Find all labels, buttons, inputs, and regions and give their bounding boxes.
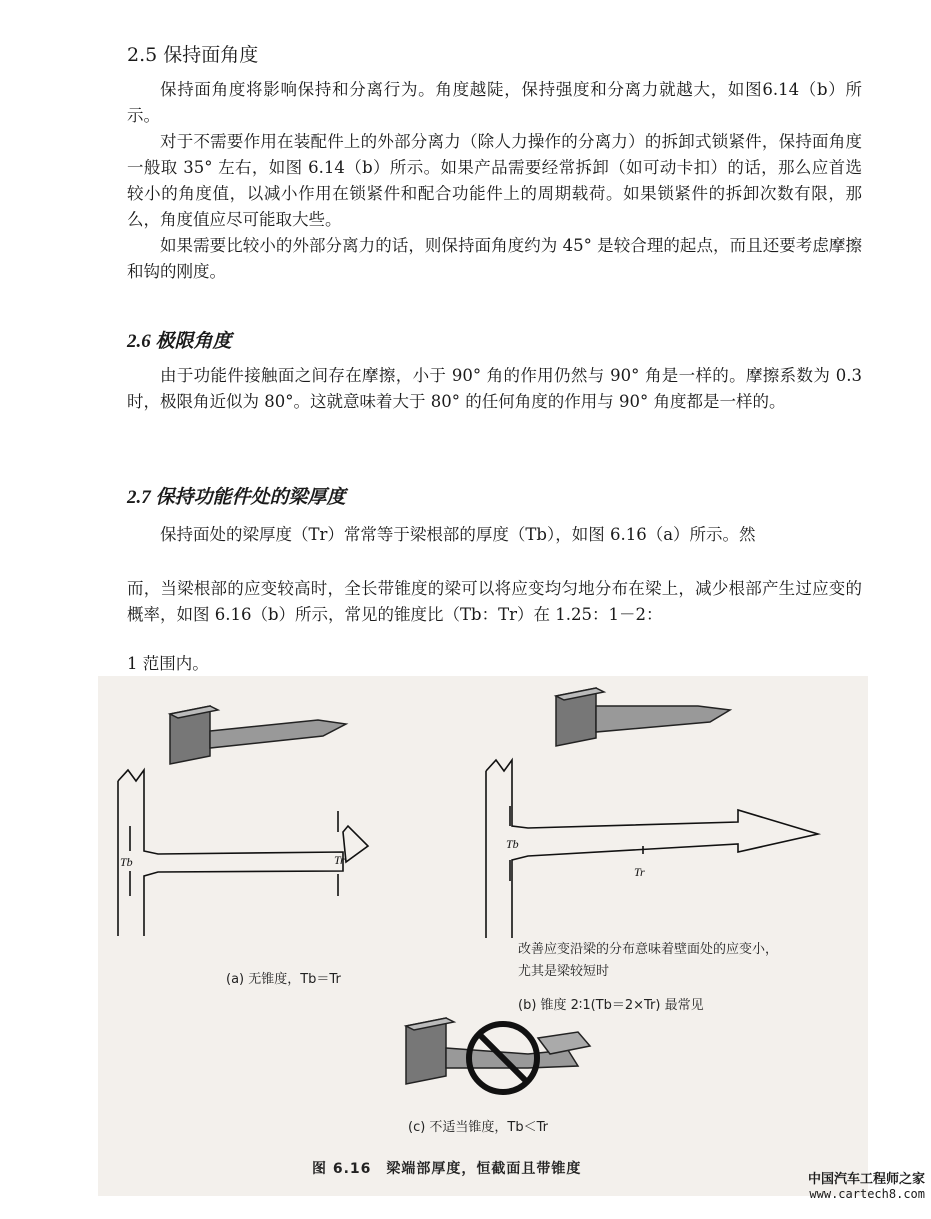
iso-sketch-b: [556, 688, 730, 746]
section-2-7-para-1: 保持面处的梁厚度（Tr）常常等于梁根部的厚度（Tb），如图 6.16（a）所示。然: [160, 525, 756, 544]
caption-a: (a) 无锥度，Tb＝Tr: [226, 972, 341, 987]
profile-b: [486, 760, 818, 938]
label-tb-a: Tb: [120, 855, 133, 869]
section-2-6-title: 2.6 极限角度: [127, 331, 232, 352]
section-2-7-para-3: 1 范围内。: [127, 654, 209, 673]
section-2-5-para-1: 保持面角度将影响保持和分离行为。角度越陡，保持强度和分离力就越大，如图6.14（b）所示。: [127, 80, 862, 125]
iso-sketch-a: [170, 706, 346, 764]
section-2-5-para-2: 对于不需要作用在装配件上的外部分离力（除人力操作的分离力）的拆卸式锁紧件，保持面角度一般取 35° 左右，如图 6.14（b）所示。如果产品需要经常拆卸（如可动卡扣）的话，那么应首选较小的角度值，以减小作用在锁紧件和配合功能件上的周期载荷。如果锁紧件的拆卸次数有限，那么，角度值应尽可能取大些。: [127, 132, 862, 229]
watermark-title: 中国汽车工程师之家: [807, 1172, 925, 1187]
label-tr-a: Tr: [334, 853, 345, 867]
figure-6-16: [98, 676, 868, 1196]
watermark-url: www.cartech8.com: [809, 1187, 925, 1201]
section-2-5-title: 2.5 保持面角度: [127, 44, 259, 66]
note-b-line2: 尤其是梁较短时: [518, 964, 610, 979]
section-2-5-para-3: 如果需要比较小的外部分离力的话，则保持面角度约为 45° 是较合理的起点，而且还要考虑摩擦和钩的刚度。: [127, 236, 862, 281]
profile-a: [118, 770, 368, 936]
caption-b: (b) 锥度 2∶1(Tb＝2×Tr) 最常见: [518, 998, 704, 1013]
section-2-7-title: 2.7 保持功能件处的梁厚度: [127, 487, 346, 508]
caption-c: (c) 不适当锥度，Tb＜Tr: [408, 1120, 548, 1135]
section-2-6-para-1: 由于功能件接触面之间存在摩擦，小于 90° 角的作用仍然与 90° 角是一样的。摩擦系数为 0.3 时，极限角近似为 80°。这就意味着大于 80° 的任何角度的作用与 90° 角度都是一样的。: [127, 366, 862, 411]
figure-caption: 图 6.16 梁端部厚度，恒截面且带锥度: [312, 1161, 582, 1177]
watermark: [790, 1168, 925, 1201]
note-b-line1: 改善应变沿梁的分布意味着壁面处的应变小，: [518, 942, 779, 957]
label-tr-b: Tr: [634, 865, 645, 879]
label-tb-b: Tb: [506, 837, 519, 851]
section-2-7-para-2: 而，当梁根部的应变较高时，全长带锥度的梁可以将应变均匀地分布在梁上，减少根部产生过应变的概率，如图 6.16（b）所示，常见的锥度比（Tb：Tr）在 1.25：1－2：: [127, 579, 862, 624]
